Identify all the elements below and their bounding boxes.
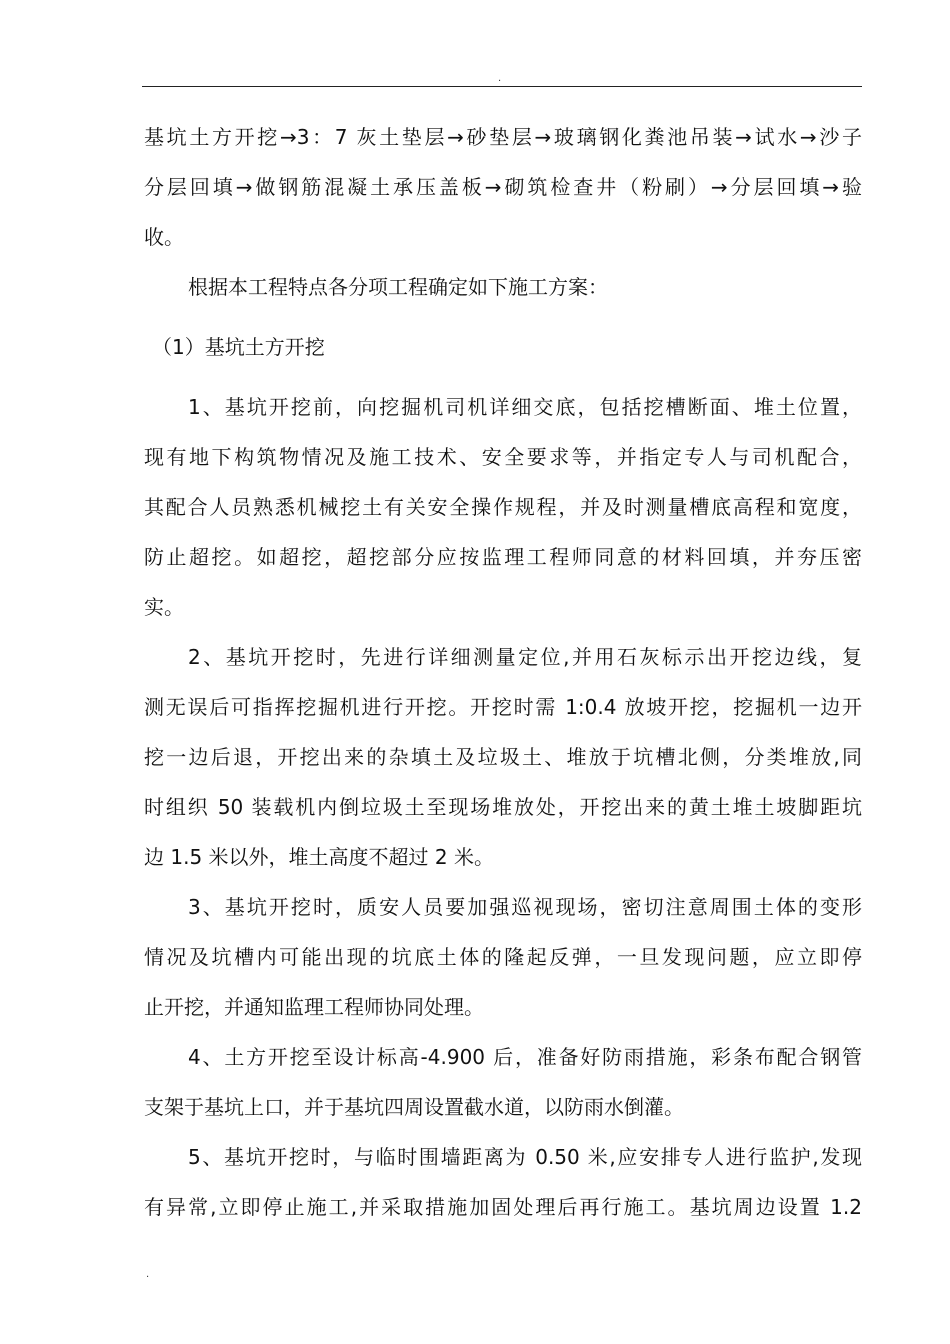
text-line: 4、土方开挖至设计标高-4.900 后，准备好防雨措施，彩条布配合钢管 [188,1045,862,1069]
text-line: 挖一边后退，开挖出来的杂填土及垃圾土、堆放于坑槽北侧，分类堆放,同 [144,745,862,769]
text-line: 情况及坑槽内可能出现的坑底土体的隆起反弹，一旦发现问题，应立即停 [144,945,862,969]
intro-line: 根据本工程特点各分项工程确定如下施工方案： [188,275,608,299]
text-line: 现有地下构筑物情况及施工技术、安全要求等，并指定专人与司机配合， [144,445,862,469]
document-body [144,112,862,1232]
text-line: 止开挖，并通知监理工程师协同处理。 [144,995,484,1019]
text-line: 边 1.5 米以外，堆土高度不超过 2 米。 [144,845,494,869]
text-line: 防止超挖。如超挖，超挖部分应按监理工程师同意的材料回填，并夯压密 [144,545,862,569]
text-line: 5、基坑开挖时，与临时围墙距离为 0.50 米,应安排专人进行监护,发现 [188,1145,862,1169]
text-line: 分层回填→做钢筋混凝土承压盖板→砌筑检查井（粉刷）→分层回填→验 [144,175,862,199]
text-line: 基坑土方开挖→3：7 灰土垫层→砂垫层→玻璃钢化粪池吊装→试水→沙子 [144,125,862,149]
text-line: 3、基坑开挖时，质安人员要加强巡视现场，密切注意周围土体的变形 [188,895,862,919]
header-marker: . [498,73,502,84]
text-line: 支架于基坑上口，并于基坑四周设置截水道，以防雨水倒灌。 [144,1095,684,1119]
text-line: 实。 [144,595,184,619]
footer-marker: . [146,1269,150,1280]
text-line: 有异常,立即停止施工,并采取措施加固处理后再行施工。基坑周边设置 1.2 [144,1195,862,1219]
text-line: 其配合人员熟悉机械挖土有关安全操作规程，并及时测量槽底高程和宽度， [144,495,862,519]
text-line: 时组织 50 装载机内倒垃圾土至现场堆放处，开挖出来的黄土堆土坡脚距坑 [144,795,862,819]
text-line: 测无误后可指挥挖掘机进行开挖。开挖时需 1:0.4 放坡开挖，挖掘机一边开 [144,695,862,719]
text-line: 收。 [144,225,184,249]
text-line: 1、基坑开挖前，向挖掘机司机详细交底，包括挖槽断面、堆土位置， [188,395,862,419]
header-rule [142,86,862,87]
section-heading: （1）基坑土方开挖 [152,335,325,359]
text-line: 2、基坑开挖时，先进行详细测量定位,并用石灰标示出开挖边线，复 [188,645,862,669]
